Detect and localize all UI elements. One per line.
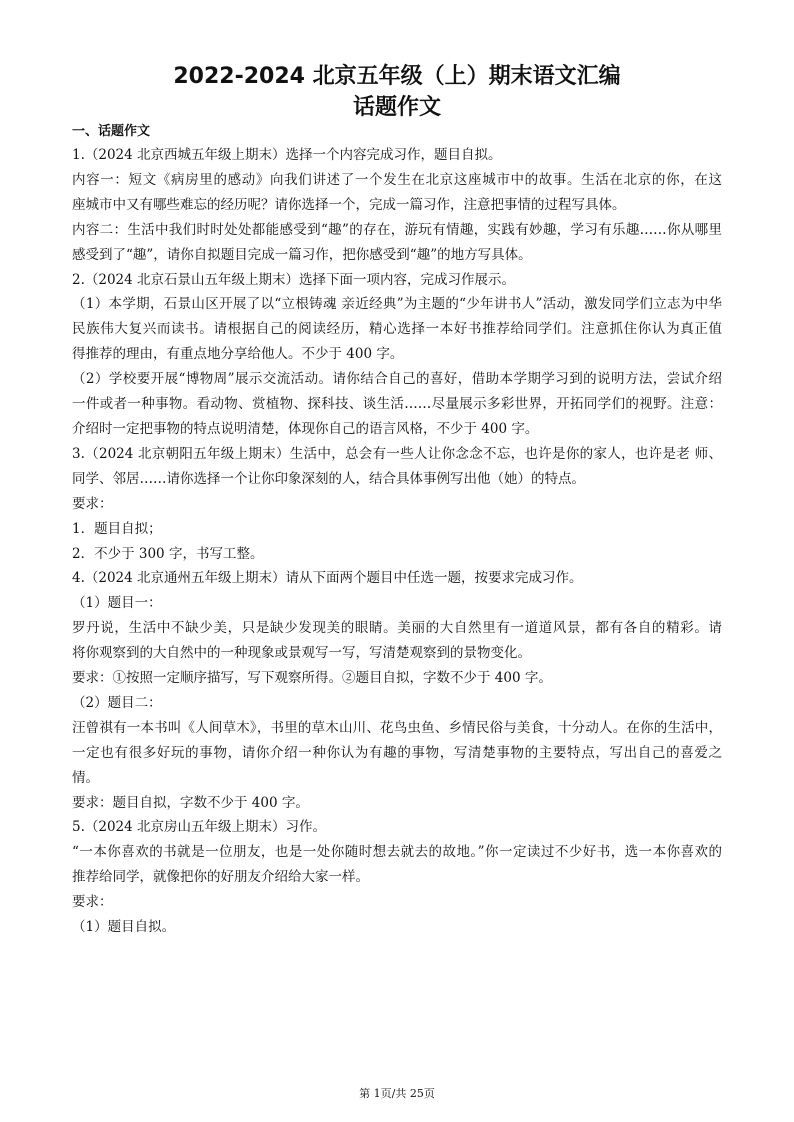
text-line: 将你观察到的大自然中的一种现象或景观写一写，写清楚观察到的景物变化。 [72, 645, 531, 662]
text-line: 要求：①按照一定顺序描写，写下观察所得。②题目自拟，字数不少于 400 字。 [72, 670, 552, 687]
text-line: 介绍时一定把事物的特点说明清楚，体现你自己的语言风格，不少于 400 字。 [72, 420, 539, 437]
text-line: 罗丹说，生活中不缺少美，只是缺少发现美的眼睛。美丽的大自然里有一道道风景，都有各自的精彩。请 [72, 620, 722, 637]
text-line: 要求： [72, 495, 113, 512]
section-heading: 一、话题作文 [72, 124, 151, 139]
text-line: 1.（2024 北京西城五年级上期末）选择一个内容完成习作，题目自拟。 [72, 147, 502, 163]
text-line: 内容一：短文《病房里的感动》向我们讲述了一个发生在北京这座城市中的故事。生活在北京的你，在这 [72, 171, 722, 188]
document-body [72, 121, 722, 940]
text-line: 民族伟大复兴而读书。请根据自己的阅读经历，精心选择一本好书推荐给同学们。注意抓住你认为真正值 [72, 321, 722, 338]
text-line: 2.（2024 北京石景山五年级上期末）选择下面一项内容，完成习作展示。 [72, 271, 516, 288]
document-subtitle: 话题作文 [352, 95, 441, 120]
text-line: 要求： [72, 894, 113, 911]
text-line: 同学、邻居……请你选择一个让你印象深刻的人，结合具体事例写出他（她）的特点。 [72, 470, 585, 487]
text-line: 一件或者一种事物。看动物、赏植物、探科技、谈生活……尽量展示多彩世界，开拓同学们的视野。注意： [72, 396, 722, 413]
text-line: 要求：题目自拟，字数不少于 400 字。 [72, 794, 309, 811]
text-line: 3.（2024 北京朝阳五年级上期末）生活中，总会有一些人让你念念不忘，也许是你的家人，也许是老 师、 [72, 445, 722, 462]
text-line: （1）题目一： [72, 595, 162, 612]
text-line: 一定也有很多好玩的事物，请你介绍一种你认为有趣的事物，写清楚事物的主要特点，写出自己的喜爱之 [72, 744, 722, 761]
text-line: 座城市中又有哪些难忘的经历呢？请你选择一个，完成一篇习作，注意把事情的过程写具体。 [72, 196, 626, 213]
text-line: 得推荐的理由，有重点地分享给他人。不少于 400 字。 [72, 346, 404, 363]
text-line: （2）题目二： [72, 694, 162, 711]
text-line: （1）题目自拟。 [72, 919, 176, 936]
text-line: 推荐给同学，就像把你的好朋友介绍给大家一样。 [72, 869, 369, 886]
text-line: “一本你喜欢的书就是一位朋友，也是一处你随时想去就去的故地。”你一定读过不少好书，选一本你喜欢的 [72, 844, 722, 861]
document-title: 2022-2024 北京五年级（上）期末语文汇编 [173, 64, 621, 89]
text-line: 5.（2024 北京房山五年级上期末）习作。 [72, 819, 327, 836]
text-line: （1）本学期，石景山区开展了以“立根铸魂 亲近经典”为主题的“少年讲书人”活动，激发同学们立志为中华 [72, 296, 722, 313]
text-line: 4.（2024 北京通州五年级上期末）请从下面两个题目中任选一题，按要求完成习作。 [72, 570, 583, 587]
text-line: 2．不少于 300 字，书写工整。 [72, 545, 264, 562]
text-line: 1．题目自拟； [72, 520, 162, 537]
text-line: 感受到了“趣”，请你自拟题目完成一篇习作，把你感受到“趣”的地方写具体。 [72, 246, 532, 263]
text-line: 情。 [72, 769, 99, 786]
paragraph-lines [72, 143, 722, 940]
page-number: 第 1页/共 25页 [359, 1087, 435, 1100]
text-line: 内容二：生活中我们时时处处都能感受到“趣”的存在，游玩有情趣，实践有妙趣，学习有乐趣……你从哪里 [72, 221, 722, 238]
text-line: （2）学校要开展“博物周”展示交流活动。请你结合自己的喜好，借助本学期学习到的说明方法，尝试介绍 [72, 371, 722, 388]
text-line: 汪曾祺有一本书叫《人间草木》，书里的草木山川、花鸟虫鱼、乡情民俗与美食，十分动人。在你的生活中， [72, 719, 722, 736]
